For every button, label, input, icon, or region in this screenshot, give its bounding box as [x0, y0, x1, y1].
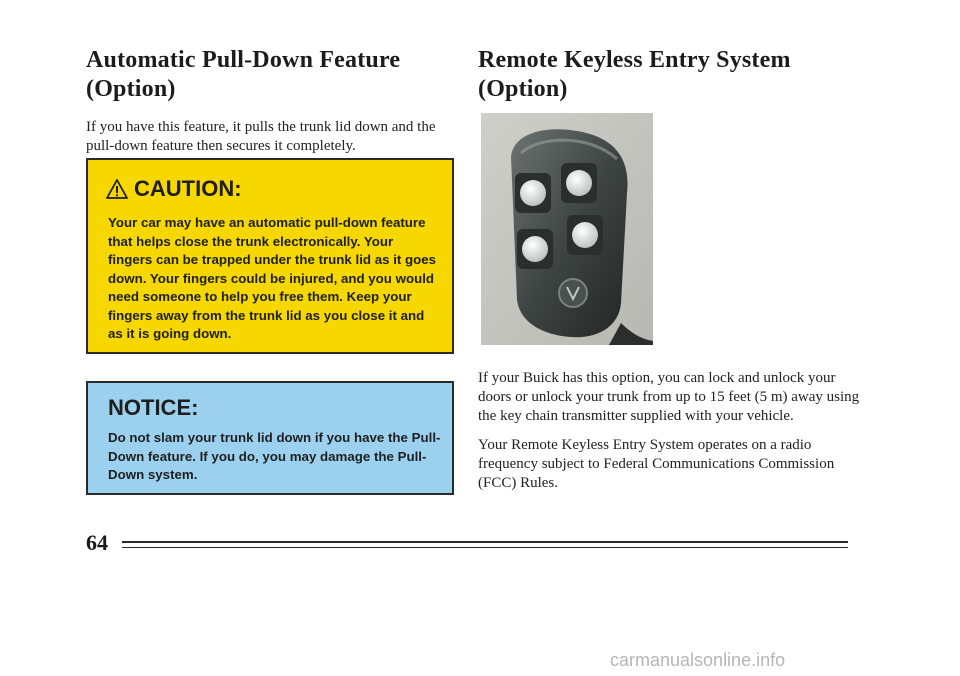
- notice-text: Do not slam your trunk lid down if you have the Pull-Down feature. If you do, you may damage the Pull- Down system.: [108, 430, 441, 482]
- keyless-entry-title: Remote Keyless Entry System (Option): [478, 47, 791, 102]
- caution-text: Your car may have an automatic pull-down feature that helps close the trunk electronically. Your fingers can be trapped under the trunk lid as it goes down. Your fingers could be injured, and you would need someone to help you free them. Keep your fingers away from the trunk lid as you close it and as it is going down.: [108, 215, 437, 341]
- watermark: carmanualsonline.info: [610, 650, 786, 670]
- pull-down-section: [86, 46, 458, 156]
- pull-down-intro: If you have this feature, it pulls the trunk lid down and the pull-down feature then secures it completely.: [86, 119, 436, 154]
- keyless-entry-body: [478, 369, 870, 493]
- page-number: 64: [86, 530, 108, 555]
- keyless-paragraph-2: Your Remote Keyless Entry System operates on a radio frequency subject to Federal Communications Commission (FCC) Rules.: [478, 437, 835, 491]
- caution-header: [106, 176, 438, 202]
- keyless-entry-section: [478, 46, 870, 104]
- key-fob-illustration: [481, 113, 653, 345]
- key-fob-photo: [481, 113, 653, 345]
- footer-rule-thin: [122, 547, 848, 548]
- pull-down-title: Automatic Pull-Down Feature (Option): [86, 47, 401, 102]
- caution-heading: CAUTION:: [134, 176, 242, 201]
- notice-box: [86, 381, 454, 495]
- footer-rule: [122, 541, 848, 543]
- warning-triangle-icon: [106, 179, 128, 199]
- notice-heading: NOTICE:: [108, 395, 199, 420]
- keyless-paragraph-1: If your Buick has this option, you can lock and unlock your doors or unlock your trunk from up to 15 feet (5 m) away using the key chain transmitter supplied with your vehicle.: [478, 370, 860, 424]
- caution-box: [86, 158, 454, 354]
